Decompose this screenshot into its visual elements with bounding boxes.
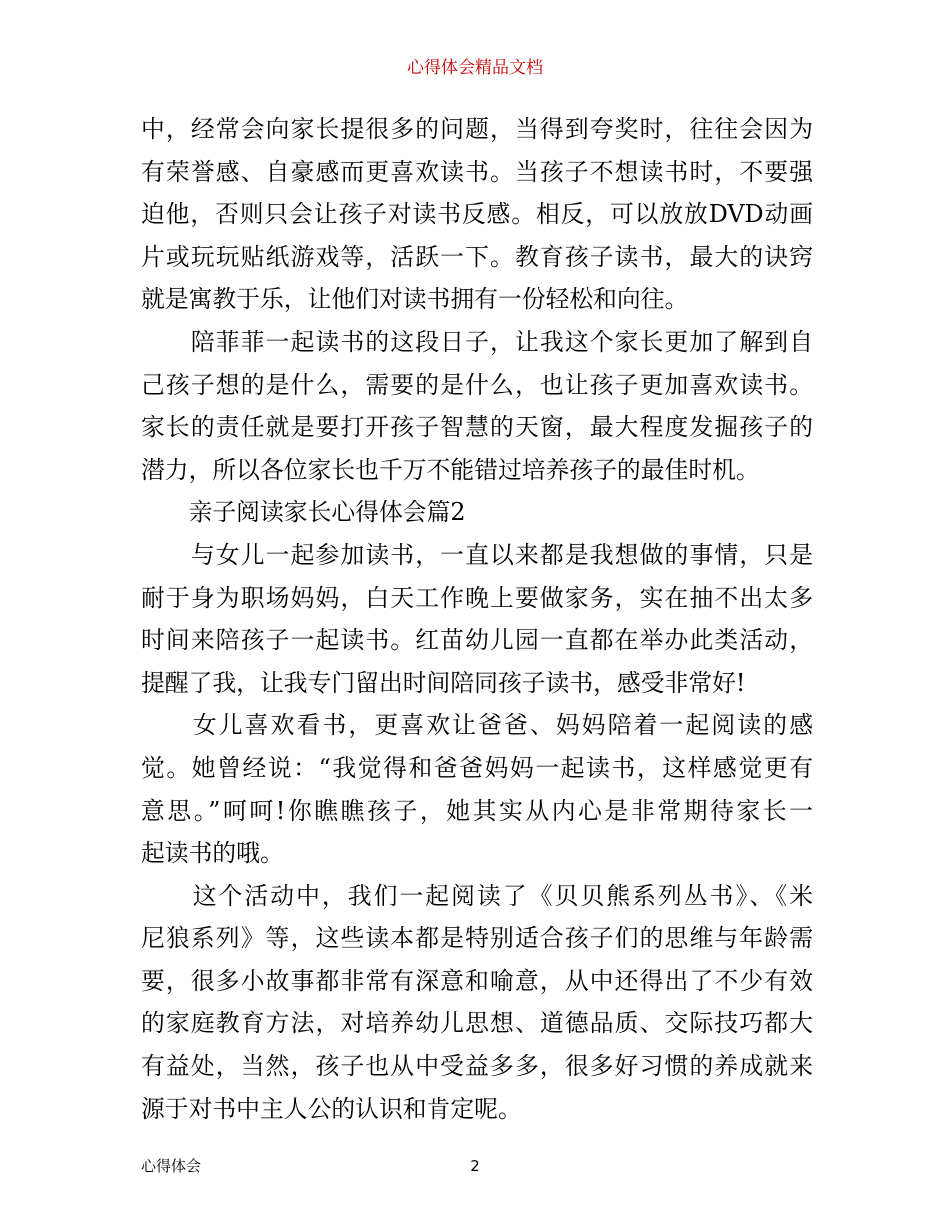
text-line: 觉。她曾经说：“我觉得和爸爸妈妈一起读书，这样感觉更有 <box>141 753 813 782</box>
text-line: 提醒了我，让我专门留出时间陪同孩子读书，感受非常好! <box>141 668 746 697</box>
text-line: 潜力，所以各位家长也千万不能错过培养孩子的最佳时机。 <box>141 455 760 484</box>
text-line: 家长的责任就是要打开孩子智慧的天窗，最大程度发掘孩子的 <box>141 413 813 442</box>
document-body <box>141 108 813 1130</box>
paragraph <box>141 108 813 321</box>
text-line: 的家庭教育方法，对培养幼儿思想、道德品质、交际技巧都大 <box>141 1009 813 1038</box>
paragraph <box>141 321 813 491</box>
text-line: 尼狼系列》等，这些读本都是特别适合孩子们的思维与年龄需 <box>141 924 813 953</box>
section-heading <box>141 491 813 534</box>
text-line: 就是寓教于乐，让他们对读书拥有一份轻松和向往。 <box>141 285 689 314</box>
text-line: 这个活动中，我们一起阅读了《贝贝熊系列丛书》、《米 <box>141 881 813 910</box>
text-line: 中，经常会向家长提很多的问题，当得到夸奖时，往往会因为 <box>141 115 813 143</box>
text-line: 有荣誉感、自豪感而更喜欢读书。当孩子不想读书时，不要强 <box>141 157 813 186</box>
text-line: 时间来陪孩子一起读书。红苗幼儿园一直都在举办此类活动， <box>141 626 813 655</box>
paragraph <box>141 534 813 704</box>
text-line: 亲子阅读家长心得体会篇2 <box>141 498 466 527</box>
page-header: 心得体会精品文档 <box>407 58 543 78</box>
text-line: 耐于身为职场妈妈，白天工作晚上要做家务，实在抽不出太多 <box>141 583 813 612</box>
paragraph <box>141 875 813 1131</box>
text-line: 意思。”呵呵!你瞧瞧孩子，她其实从内心是非常期待家长一 <box>141 796 813 825</box>
paragraph <box>141 704 813 874</box>
text-line: 源于对书中主人公的认识和肯定呢。 <box>141 1094 522 1123</box>
text-line: 起读书的哦。 <box>141 839 284 868</box>
footer-label: 心得体会 <box>141 1157 202 1175</box>
text-line: 女儿喜欢看书，更喜欢让爸爸、妈妈陪着一起阅读的感 <box>141 711 813 740</box>
page-number: 2 <box>470 1157 480 1175</box>
text-line: 有益处，当然，孩子也从中受益多多，很多好习惯的养成就来 <box>141 1052 813 1081</box>
text-line: 陪菲菲一起读书的这段日子，让我这个家长更加了解到自 <box>141 327 813 356</box>
text-line: 迫他，否则只会让孩子对读书反感。相反，可以放放DVD动画 <box>141 200 813 229</box>
text-line: 片或玩玩贴纸游戏等，活跃一下。教育孩子读书，最大的诀窍 <box>141 242 813 271</box>
text-line: 要，很多小故事都非常有深意和喻意，从中还得出了不少有效 <box>141 966 813 995</box>
text-line: 与女儿一起参加读书，一直以来都是我想做的事情，只是 <box>141 540 813 569</box>
text-line: 己孩子想的是什么，需要的是什么，也让孩子更加喜欢读书。 <box>141 370 813 399</box>
